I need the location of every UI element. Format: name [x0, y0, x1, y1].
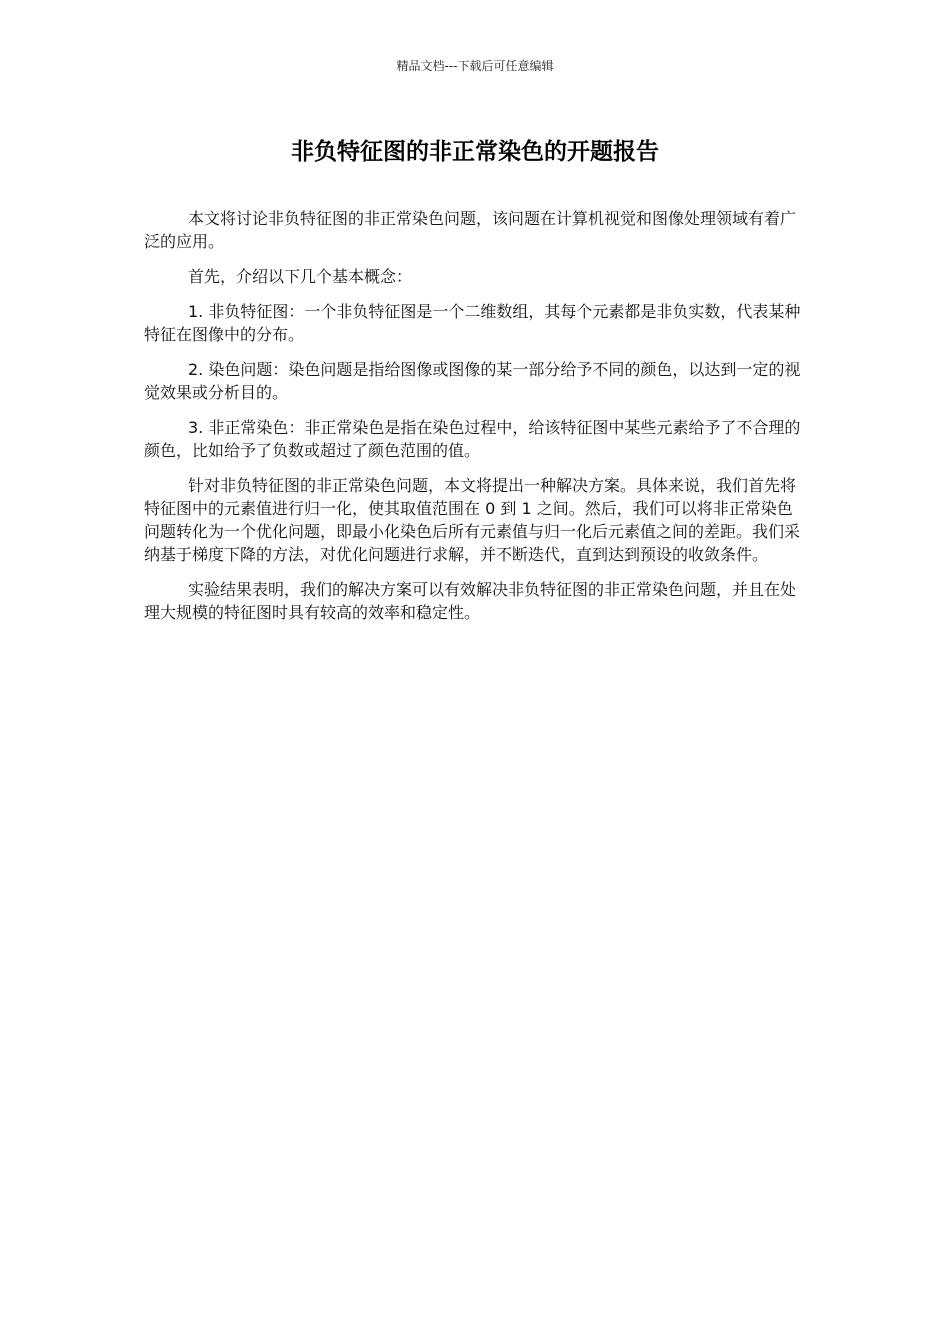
concept-item-3: 3. 非正常染色：非正常染色是指在染色过程中，给该特征图中某些元素给予了不合理的颜色，比如给予了负数或超过了颜色范围的值。	[144, 418, 801, 460]
solution-paragraph: 针对非负特征图的非正常染色问题，本文将提出一种解决方案。具体来说，我们首先将特征图中的元素值进行归一化，使其取值范围在 0 到 1 之间。然后，我们可以将非正常染色问题转化为一个优化问题，即最小化染色后所有元素值与归一化后元素值之间的差距。我们采纳基于梯度下降的方法，对优化问题进行求解，并不断迭代，直到达到预设的收敛条件。	[144, 476, 801, 564]
document-body	[144, 207, 808, 636]
results-paragraph: 实验结果表明，我们的解决方案可以有效解决非负特征图的非正常染色问题，并且在处理大规模的特征图时具有较高的效率和稳定性。	[144, 580, 797, 622]
document-title: 非负特征图的非正常染色的开题报告	[291, 139, 659, 165]
concepts-intro-paragraph: 首先，介绍以下几个基本概念：	[188, 267, 413, 286]
concept-item-1: 1. 非负特征图：一个非负特征图是一个二维数组，其每个元素都是非负实数，代表某种特征在图像中的分布。	[144, 302, 801, 344]
concept-item-2: 2. 染色问题：染色问题是指给图像或图像的某一部分给予不同的颜色，以达到一定的视觉效果或分析目的。	[144, 360, 801, 402]
intro-paragraph: 本文将讨论非负特征图的非正常染色问题，该问题在计算机视觉和图像处理领域有着广泛的应用。	[144, 209, 797, 251]
page-header: 精品文档---下载后可任意编辑	[396, 59, 554, 73]
